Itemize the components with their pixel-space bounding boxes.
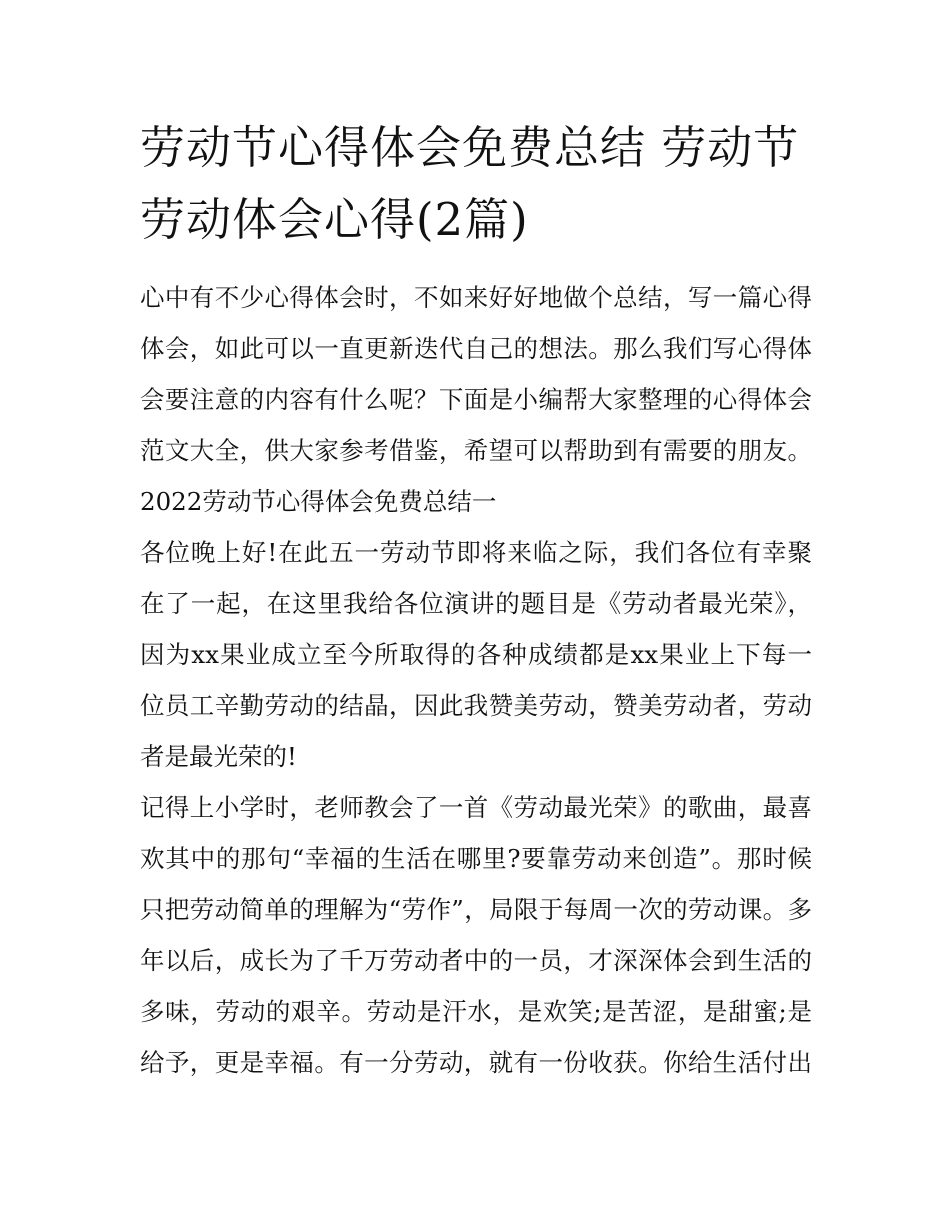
speech-line-2: 在了一起，在这里我给各位演讲的题目是《劳动者最光荣》， bbox=[140, 589, 812, 618]
memory-line-6: 给予，更是幸福。有一分劳动，就有一份收获。你给生活付出 bbox=[140, 1048, 812, 1077]
intro-line-1: 心中有不少心得体会时，不如来好好地做个总结，写一篇心得 bbox=[140, 283, 812, 312]
intro-line-2: 体会，如此可以一直更新迭代自己的想法。那么我们写心得体 bbox=[140, 334, 812, 363]
speech-line-3: 因为xx果业成立至今所取得的各种成绩都是xx果业上下每一 bbox=[140, 640, 812, 669]
section-heading: 2022劳动节心得体会免费总结一 bbox=[140, 487, 497, 516]
memory-line-4: 年以后，成长为了千万劳动者中的一员，才深深体会到生活的 bbox=[140, 946, 812, 975]
memory-line-1: 记得上小学时，老师教会了一首《劳动最光荣》的歌曲，最喜 bbox=[140, 793, 812, 822]
document-title: 劳动节心得体会免费总结 劳动节劳动体会心得(2篇) bbox=[140, 121, 800, 246]
memory-line-3: 只把劳动简单的理解为“劳作”，局限于每周一次的劳动课。多 bbox=[140, 895, 812, 924]
memory-line-5: 多味，劳动的艰辛。劳动是汗水，是欢笑;是苦涩，是甜蜜;是 bbox=[140, 997, 812, 1026]
speech-line-5: 者是最光荣的! bbox=[140, 742, 297, 771]
memory-line-2: 欢其中的那句“幸福的生活在哪里?要靠劳动来创造”。那时候 bbox=[140, 844, 812, 873]
document-content bbox=[140, 112, 812, 1088]
intro-line-3: 会要注意的内容有什么呢？下面是小编帮大家整理的心得体会 bbox=[140, 385, 812, 414]
intro-line-4: 范文大全，供大家参考借鉴，希望可以帮助到有需要的朋友。 bbox=[140, 436, 812, 465]
speech-line-1: 各位晚上好!在此五一劳动节即将来临之际，我们各位有幸聚 bbox=[140, 538, 812, 567]
speech-line-4: 位员工辛勤劳动的结晶，因此我赞美劳动，赞美劳动者，劳动 bbox=[140, 691, 812, 720]
